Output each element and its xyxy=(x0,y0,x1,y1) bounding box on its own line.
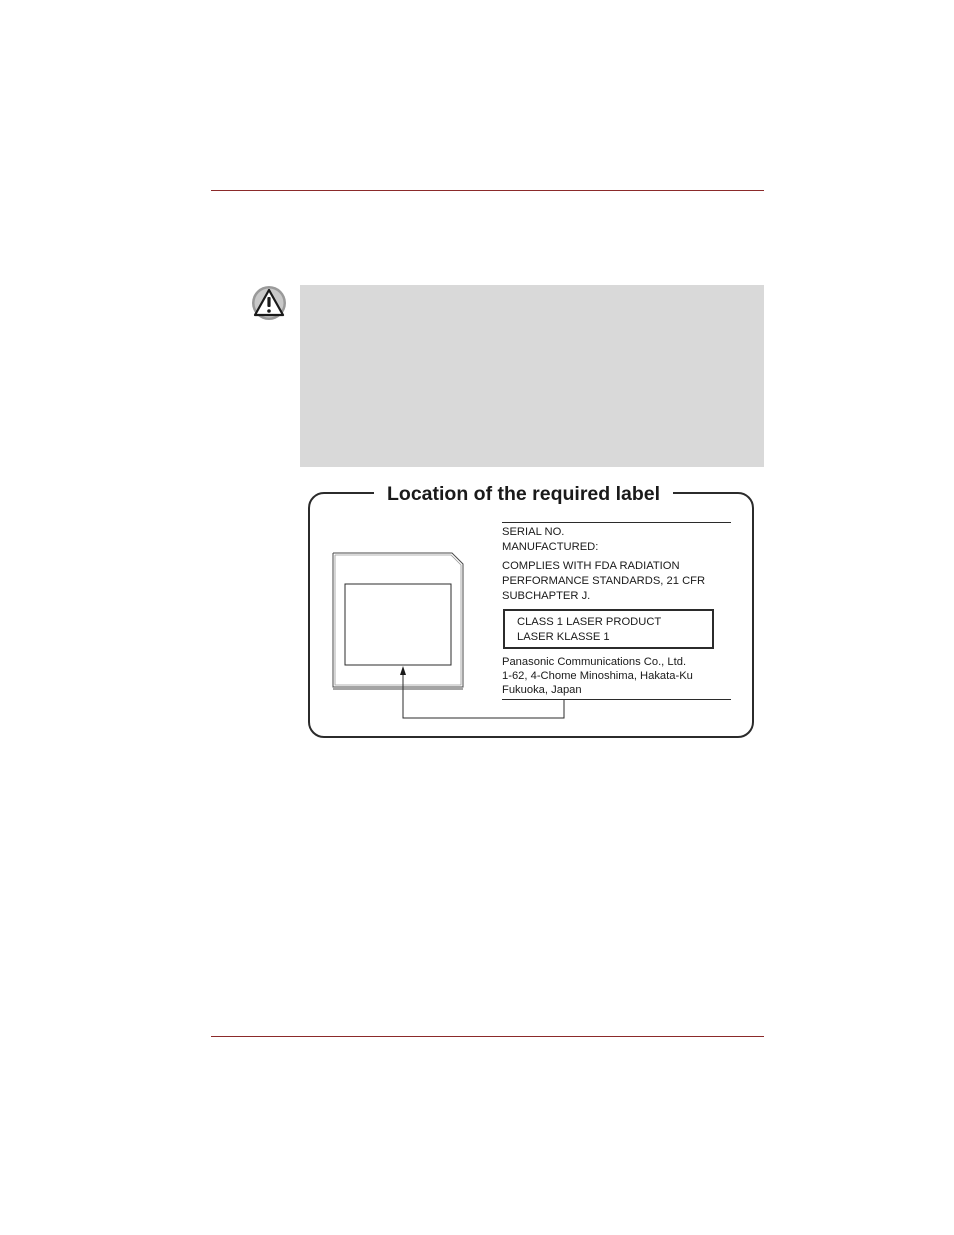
serial-number-field: SERIAL NO. xyxy=(502,526,565,538)
fda-compliance-line: COMPLIES WITH FDA RADIATION xyxy=(502,560,680,572)
manufactured-field: MANUFACTURED: xyxy=(502,541,599,553)
drive-outline xyxy=(333,553,463,687)
laser-class-box xyxy=(503,609,714,649)
manufacturer-line: Panasonic Communications Co., Ltd. xyxy=(502,656,687,668)
arrow-head xyxy=(400,666,406,675)
header-rule xyxy=(211,190,764,191)
label-figure-title: Location of the required label xyxy=(374,481,673,507)
manufacturer-line: Fukuoka, Japan xyxy=(502,684,582,696)
fda-compliance-line: SUBCHAPTER J. xyxy=(502,590,591,602)
laser-class-line: LASER KLASSE 1 xyxy=(517,630,610,643)
label-bottom-line xyxy=(502,699,731,700)
warning-triangle-icon xyxy=(251,285,287,321)
caution-box xyxy=(300,285,764,467)
footer-rule xyxy=(211,1036,764,1037)
label-area xyxy=(345,584,451,665)
fda-compliance-line: PERFORMANCE STANDARDS, 21 CFR xyxy=(502,575,706,587)
manufacturer-line: 1-62, 4-Chome Minoshima, Hakata-Ku xyxy=(502,670,693,682)
laser-class-line: CLASS 1 LASER PRODUCT xyxy=(517,616,662,628)
label-top-line xyxy=(502,522,731,523)
